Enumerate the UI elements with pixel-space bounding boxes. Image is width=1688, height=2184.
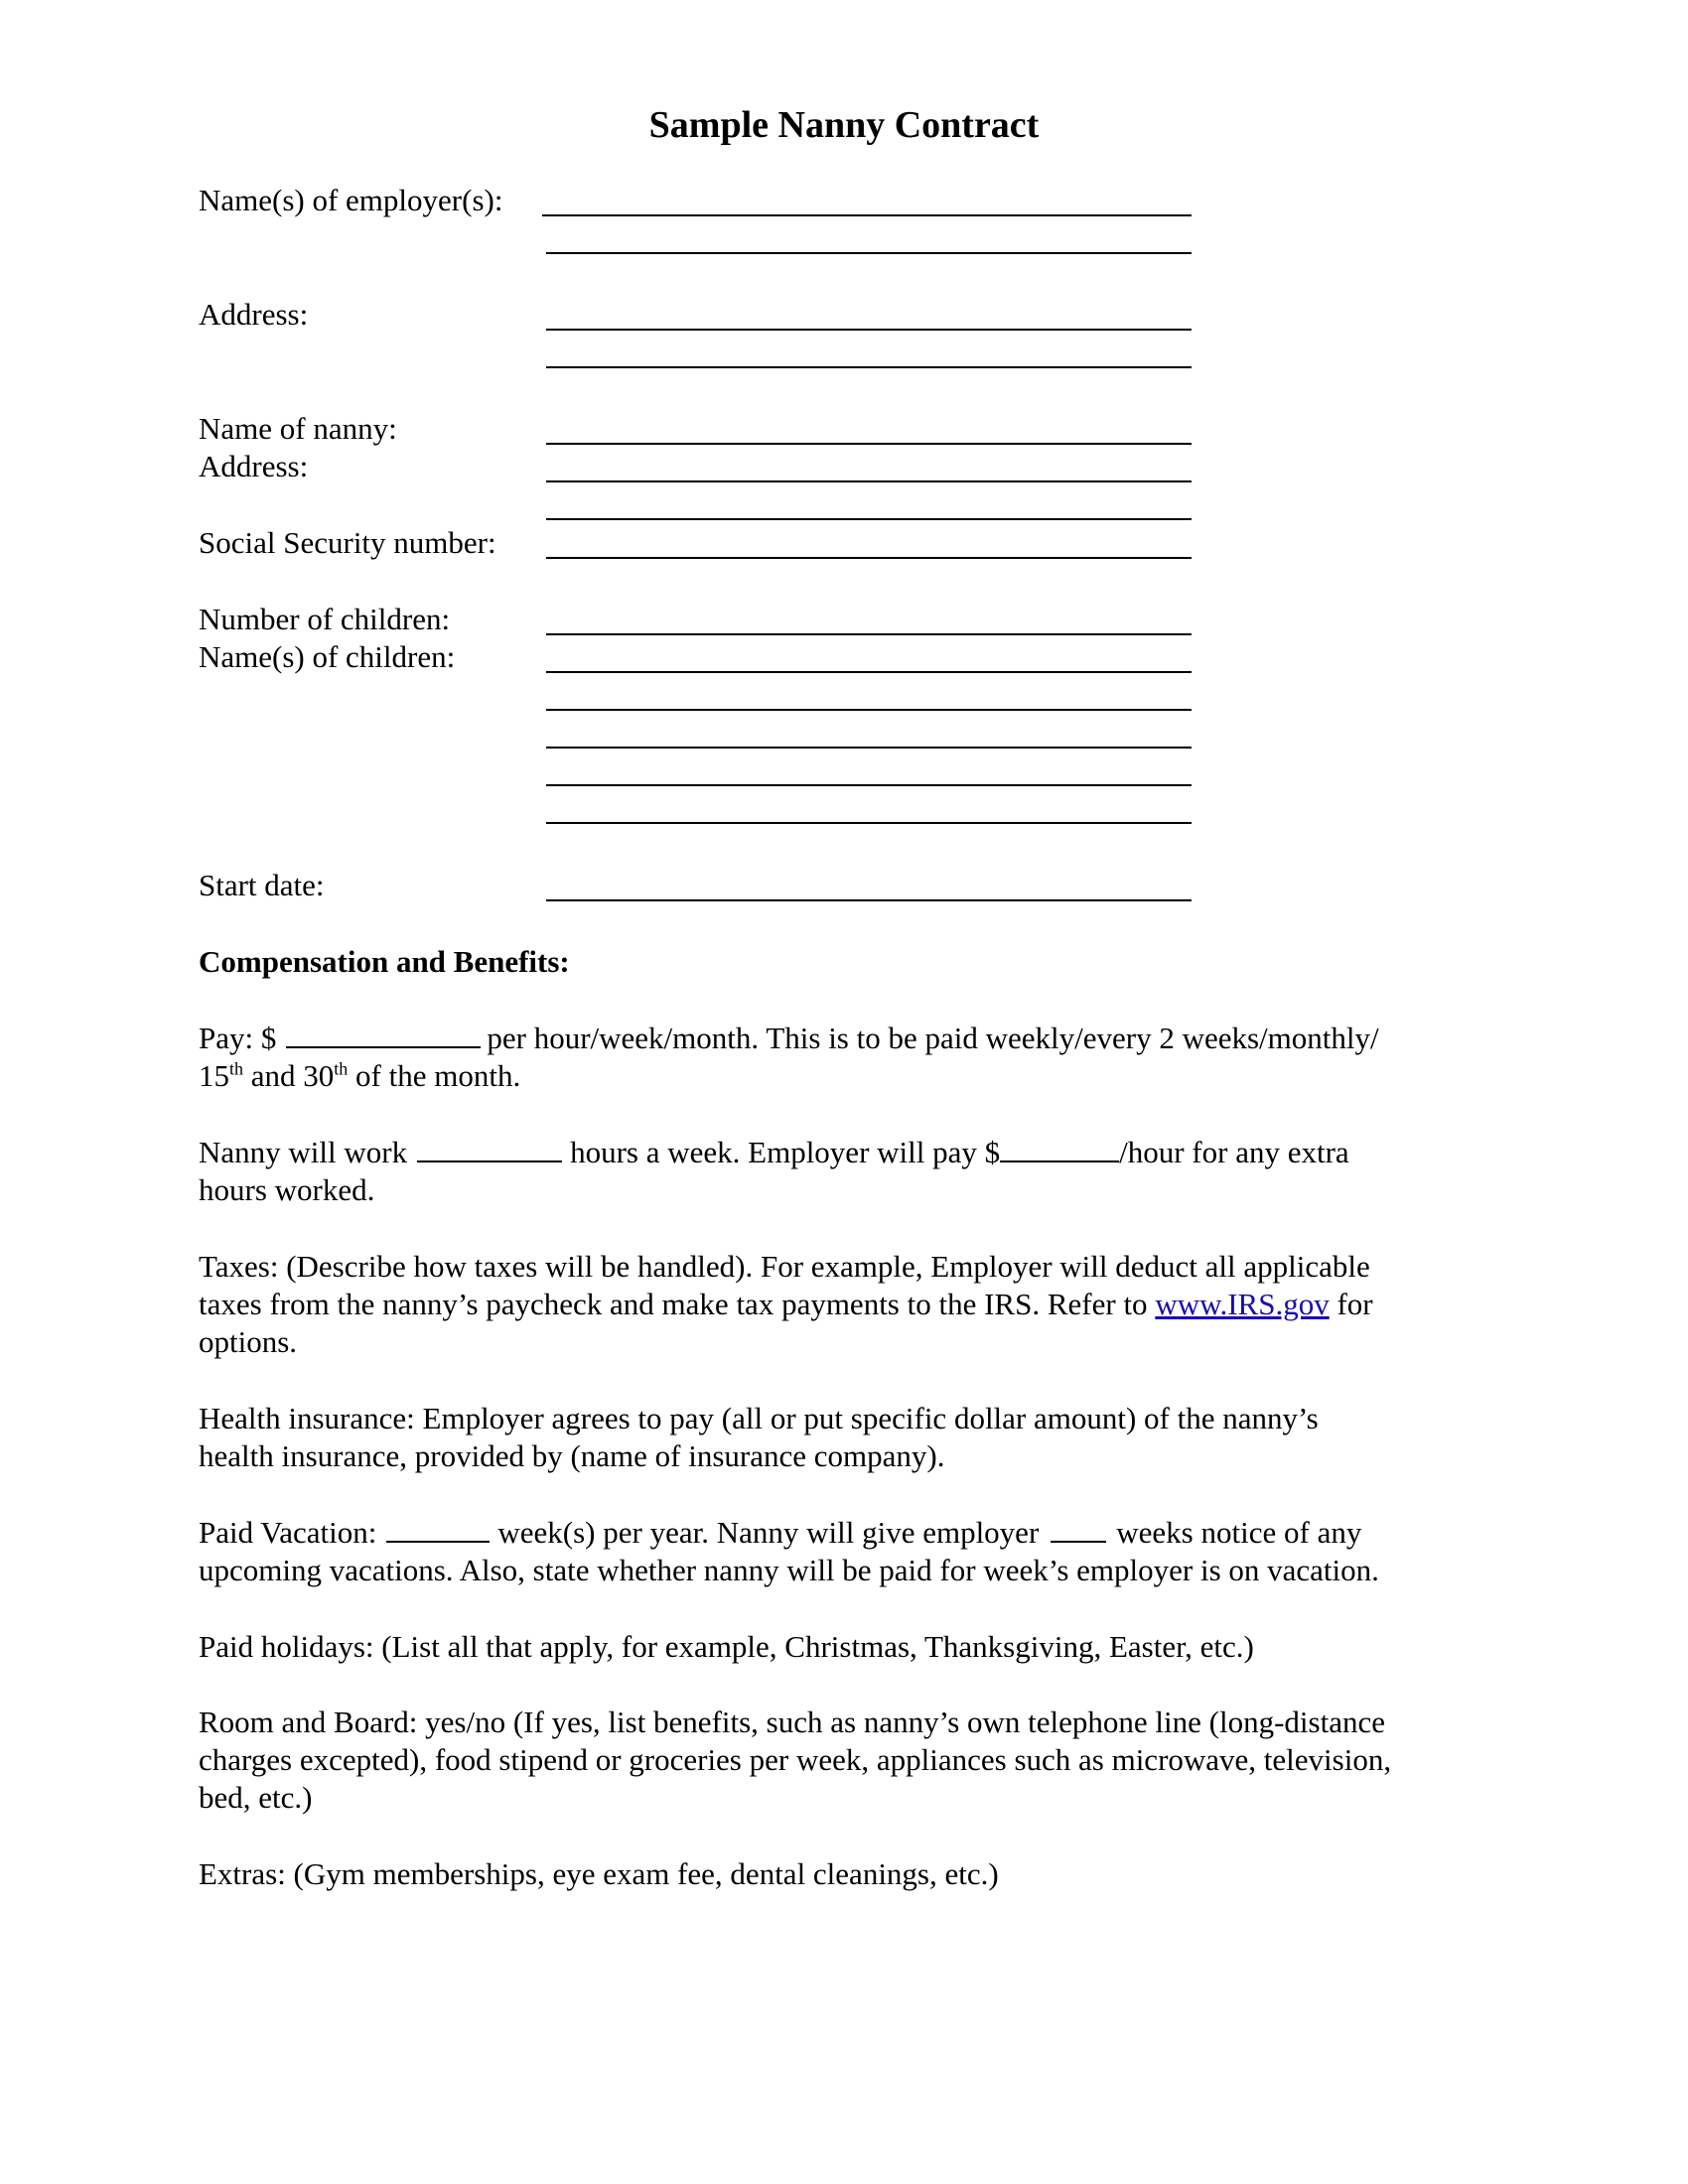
employer-address-label: Address: [199, 297, 309, 332]
holidays-paragraph [199, 1628, 1499, 1666]
vacation-prefix: Paid Vacation: [199, 1515, 377, 1550]
extras-line: Extras: (Gym memberships, eye exam fee, dental cleanings, etc.) [199, 1856, 999, 1891]
taxes-line2-suffix: for [1329, 1287, 1373, 1321]
irs-link[interactable]: www.IRS.gov [1155, 1287, 1330, 1321]
employer-address-line-2[interactable] [546, 366, 1192, 368]
room-board-line2: charges excepted), food stipend or groceries per week, appliances such as microwave, television, [199, 1742, 1392, 1777]
room-board-line3: bed, etc.) [199, 1780, 313, 1815]
taxes-line2-prefix: taxes from the nanny’s paycheck and make tax payments to the IRS. Refer to [199, 1287, 1156, 1321]
children-names-line-2[interactable] [546, 709, 1192, 711]
pay-day-1: 15 [199, 1058, 229, 1093]
children-names-line-5[interactable] [546, 822, 1192, 824]
children-names-line-1[interactable] [546, 671, 1192, 673]
taxes-paragraph [199, 1248, 1499, 1361]
compensation-heading: Compensation and Benefits: [199, 944, 570, 979]
taxes-line3: options. [199, 1324, 298, 1359]
extra-hour-rate-blank[interactable] [1000, 1135, 1119, 1162]
hours-suffix: /hour for any extra [1119, 1135, 1349, 1169]
num-children-line[interactable] [546, 633, 1192, 635]
hours-middle: hours a week. Employer will pay $ [570, 1135, 1001, 1169]
vacation-suffix: weeks notice of any [1116, 1515, 1362, 1550]
health-paragraph [199, 1400, 1499, 1475]
employer-names-label: Name(s) of employer(s): [199, 183, 503, 217]
nanny-address-label: Address: [199, 449, 309, 483]
vacation-weeks-blank[interactable] [386, 1515, 490, 1543]
pay-paragraph [199, 1020, 1499, 1095]
holidays-line: Paid holidays: (List all that apply, for example, Christmas, Thanksgiving, Easter, etc.) [199, 1629, 1254, 1664]
pay-middle: per hour/week/month. This is to be paid weekly/every 2 weeks/monthly/ [487, 1021, 1379, 1055]
notice-weeks-blank[interactable] [1051, 1515, 1106, 1543]
employer-names-line-1[interactable] [542, 214, 1192, 216]
nanny-name-line[interactable] [546, 443, 1192, 445]
ssn-label: Social Security number: [199, 525, 496, 560]
hours-per-week-blank[interactable] [417, 1135, 562, 1162]
start-date-line[interactable] [546, 899, 1192, 901]
children-names-line-3[interactable] [546, 747, 1192, 749]
pay-day-2-suffix: th [334, 1058, 349, 1079]
employer-names-line-2[interactable] [546, 252, 1192, 254]
vacation-paragraph [199, 1514, 1499, 1589]
num-children-label: Number of children: [199, 602, 451, 636]
hours-line2: hours worked. [199, 1172, 375, 1207]
taxes-line1: Taxes: (Describe how taxes will be handled). For example, Employer will deduct all applicable [199, 1249, 1370, 1284]
health-line1: Health insurance: Employer agrees to pay (all or put specific dollar amount) of the nanny’s [199, 1401, 1319, 1435]
pay-day-2: and 30 [243, 1058, 335, 1093]
ssn-line[interactable] [546, 557, 1192, 559]
room-board-line1: Room and Board: yes/no (If yes, list benefits, such as nanny’s own telephone line (long-distance [199, 1705, 1385, 1739]
nanny-address-line-1[interactable] [546, 480, 1192, 482]
extras-paragraph [199, 1855, 1499, 1893]
hours-paragraph [199, 1134, 1499, 1209]
vacation-middle: week(s) per year. Nanny will give employer [497, 1515, 1040, 1550]
pay-amount-blank[interactable] [286, 1021, 481, 1048]
health-line2: health insurance, provided by (name of insurance company). [199, 1438, 945, 1473]
pay-line2-end: of the month. [348, 1058, 521, 1093]
document-title: Sample Nanny Contract [648, 104, 1040, 146]
room-board-paragraph [199, 1704, 1499, 1817]
nanny-name-label: Name of nanny: [199, 411, 397, 446]
pay-prefix: Pay: $ [199, 1021, 277, 1055]
hours-prefix: Nanny will work [199, 1135, 408, 1169]
employer-address-line-1[interactable] [546, 329, 1192, 331]
pay-day-1-suffix: th [229, 1058, 244, 1079]
children-names-label: Name(s) of children: [199, 639, 456, 674]
nanny-address-line-2[interactable] [546, 518, 1192, 520]
vacation-line2: upcoming vacations. Also, state whether nanny will be paid for week’s employer is on vacation. [199, 1553, 1379, 1587]
children-names-line-4[interactable] [546, 784, 1192, 786]
start-date-label: Start date: [199, 868, 325, 902]
